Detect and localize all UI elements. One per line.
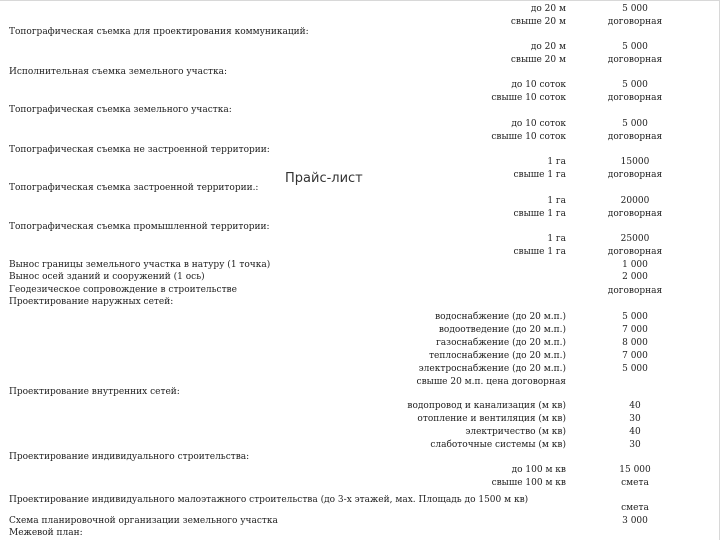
price: смета [621, 478, 649, 488]
service-label: Схема планировочной организации земельного участка [9, 516, 278, 526]
price: договорная [607, 93, 663, 103]
service-label: Проектирование наружных сетей: [9, 297, 174, 307]
service-label: Топографическая съемка промышленной территории: [9, 222, 270, 232]
price: 5 000 [622, 4, 648, 14]
condition: водоснабжение (до 20 м.п.) [435, 312, 566, 322]
price: 2 000 [622, 272, 648, 282]
condition: свыше 20 м [510, 17, 566, 27]
price: 30 [629, 414, 641, 424]
condition: свыше 20 м [510, 55, 566, 65]
condition: до 100 м кв [511, 465, 566, 475]
condition: свыше 1 га [513, 247, 566, 257]
condition: свыше 1 га [513, 170, 566, 180]
service-label: Проектирование индивидуального малоэтажного строительства (до 3-х этажей, мах. Площадь до 1500 м кв) [9, 495, 529, 505]
price: 25000 [620, 234, 650, 244]
price: договорная [607, 286, 663, 296]
condition: электроснабжение (до 20 м.п.) [418, 364, 566, 374]
price: 5 000 [622, 119, 648, 129]
price: 5 000 [622, 364, 648, 374]
condition: 1 га [547, 234, 566, 244]
condition: до 20 м [530, 42, 566, 52]
price: договорная [607, 170, 663, 180]
service-label: Геодезическое сопровождение в строительстве [9, 285, 237, 295]
service-label: Топографическая съемка застроенной территории.: [9, 183, 259, 193]
service-label: Вынос осей зданий и сооружений (1 ось) [9, 272, 205, 282]
condition: свыше 10 соток [491, 132, 566, 142]
price: 20000 [620, 196, 650, 206]
price: 15 000 [619, 465, 651, 475]
price: 40 [629, 401, 641, 411]
condition: свыше 10 соток [491, 93, 566, 103]
price: 7 000 [622, 325, 648, 335]
condition: водоотведение (до 20 м.п.) [438, 325, 566, 335]
service-label: Проектирование внутренних сетей: [9, 387, 180, 397]
price: 5 000 [622, 312, 648, 322]
price: 1 000 [622, 260, 648, 270]
condition: слаботочные системы (м кв) [430, 440, 566, 450]
price: 7 000 [622, 351, 648, 361]
service-label: Топографическая съемка не застроенной территории: [9, 145, 270, 155]
price: 40 [629, 427, 641, 437]
price: 30 [629, 440, 641, 450]
condition: до 10 соток [511, 80, 566, 90]
condition: отопление и вентиляция (м кв) [417, 414, 566, 424]
service-label: Топографическая съемка для проектирования коммуникаций: [9, 27, 309, 37]
service-label: Вынос границы земельного участка в натуру (1 точка) [9, 260, 271, 270]
service-label: Исполнительная съемка земельного участка: [9, 67, 228, 77]
price: 5 000 [622, 80, 648, 90]
condition: 1 га [547, 196, 566, 206]
condition: свыше 1 га [513, 209, 566, 219]
condition: теплоснабжение (до 20 м.п.) [429, 351, 566, 361]
condition: 1 га [547, 157, 566, 167]
price: договорная [607, 132, 663, 142]
service-label: Топографическая съемка земельного участка: [9, 105, 232, 115]
page-title: Прайс-лист [285, 171, 363, 186]
price: договорная [607, 247, 663, 257]
condition: электричество (м кв) [465, 427, 566, 437]
price: договорная [607, 55, 663, 65]
price: 8 000 [622, 338, 648, 348]
condition: газоснабжение (до 20 м.п.) [436, 338, 566, 348]
condition: свыше 20 м.п. цена договорная [416, 377, 566, 387]
top-border [0, 0, 720, 1]
service-label: Проектирование индивидуального строительства: [9, 452, 250, 462]
price: 5 000 [622, 42, 648, 52]
price: смета [621, 503, 649, 513]
condition: свыше 100 м кв [491, 478, 566, 488]
price: 3 000 [622, 516, 648, 526]
condition: до 20 м [530, 4, 566, 14]
service-label: Межевой план: [9, 528, 83, 538]
price: договорная [607, 209, 663, 219]
condition: до 10 соток [511, 119, 566, 129]
condition: водопровод и канализация (м кв) [407, 401, 566, 411]
price: 15000 [620, 157, 650, 167]
price: договорная [607, 17, 663, 27]
